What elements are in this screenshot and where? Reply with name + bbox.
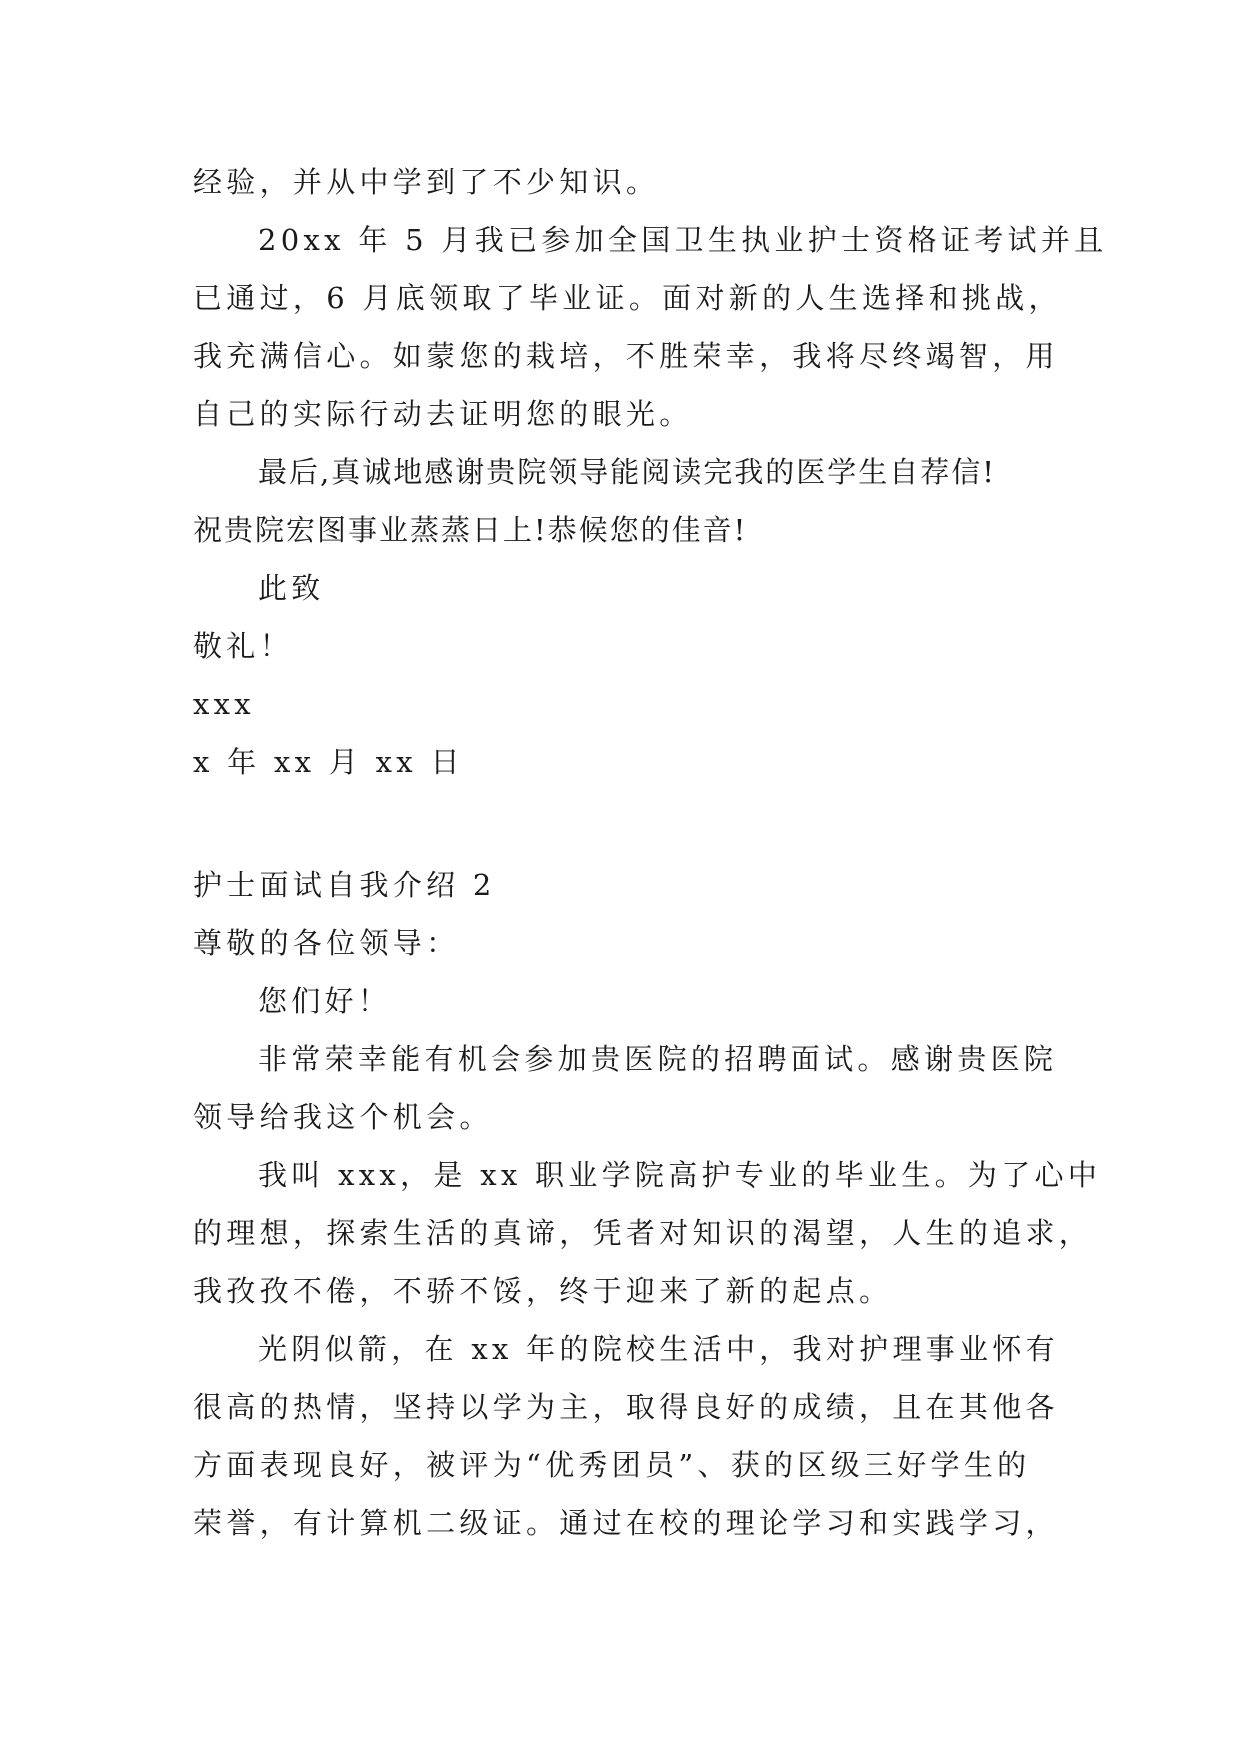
signature-name: xxx: [193, 687, 255, 721]
text-line: 您们好！: [258, 984, 392, 1018]
text-line: 我孜孜不倦，不骄不馁，终于迎来了新的起点。: [193, 1274, 893, 1308]
section-title: 护士面试自我介绍 2: [193, 868, 496, 902]
text-line: 我叫 xxx，是 xx 职业学院高护专业的毕业生。为了心中: [258, 1158, 1102, 1192]
text-line: 最后,真诚地感谢贵院领导能阅读完我的医学生自荐信!: [258, 455, 996, 489]
salutation-closing: 敬礼！: [193, 629, 293, 663]
text-line: 已通过，6 月底领取了毕业证。面对新的人生选择和挑战，: [193, 281, 1062, 315]
text-line: 很高的热情，坚持以学为主，取得良好的成绩，且在其他各: [193, 1390, 1059, 1424]
closing-phrase: 此致: [258, 571, 325, 605]
text-line: 祝贵院宏图事业蒸蒸日上!恭候您的佳音!: [193, 513, 748, 547]
text-line: 荣誉，有计算机二级证。通过在校的理论学习和实践学习，: [193, 1506, 1059, 1540]
text-line: 的理想，探索生活的真谛，凭者对知识的渴望，人生的追求，: [193, 1216, 1093, 1250]
text-line: 经验，并从中学到了不少知识。: [193, 165, 660, 199]
greeting: 尊敬的各位领导：: [193, 926, 460, 960]
text-line: 非常荣幸能有机会参加贵医院的招聘面试。感谢贵医院: [258, 1042, 1058, 1076]
text-line: 光阴似箭，在 xx 年的院校生活中，我对护理事业怀有: [258, 1332, 1059, 1366]
text-line: 自己的实际行动去证明您的眼光。: [193, 397, 693, 431]
text-line: 领导给我这个机会。: [193, 1100, 493, 1134]
signature-date: x 年 xx 月 xx 日: [193, 745, 464, 779]
text-line: 20xx 年 5 月我已参加全国卫生执业护士资格证考试并且: [258, 223, 1108, 257]
text-line: 我充满信心。如蒙您的栽培，不胜荣幸，我将尽终竭智，用: [193, 339, 1059, 373]
text-line: 方面表现良好，被评为“优秀团员”、获的区级三好学生的: [193, 1448, 1031, 1482]
